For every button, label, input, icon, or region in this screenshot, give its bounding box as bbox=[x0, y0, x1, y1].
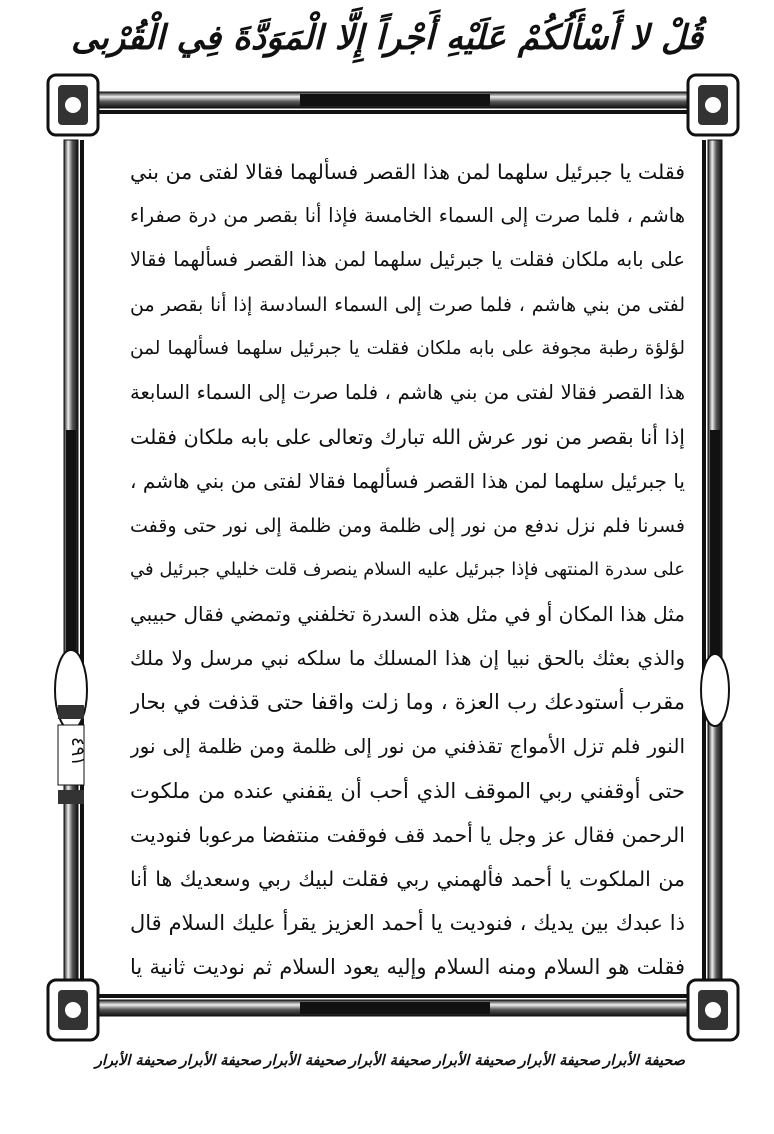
frame-right-bar bbox=[702, 140, 722, 980]
frame-top-bar bbox=[95, 92, 695, 114]
page-number: ٤٩١ bbox=[67, 737, 88, 767]
body-line: هذا القصر فقالا لفتى من بني هاشم ، فلما صرت إلى السماء السابعة bbox=[130, 380, 685, 404]
body-line: مثل هذا المكان أو في مثل هذه السدرة تخلفني وتمضي فقال حبيبي bbox=[130, 601, 685, 626]
footer-book-title: صحيفة الأبرار bbox=[95, 1052, 177, 1069]
frame-corner-bottom-right bbox=[688, 980, 738, 1040]
page-header-title: قُلْ لا أَسْأَلُكُمْ عَلَيْهِ أَجْراً إِلَّا الْمَوَدَّةَ فِي الْقُرْبى bbox=[71, 18, 703, 58]
frame-bottom-bar bbox=[95, 994, 695, 1016]
footer-book-title: صحيفة الأبرار bbox=[264, 1052, 347, 1069]
body-line: على سدرة المنتهى فإذا جبرئيل عليه السلام ينصرف قلت خليلي جبرئيل في bbox=[130, 558, 685, 580]
body-line: على بابه ملكان فقلت يا جبرئيل سلهما لمن هذا القصر فسألهما فقالا bbox=[130, 248, 685, 272]
frame-corner-bottom-left bbox=[48, 980, 98, 1040]
frame-corner-top-right bbox=[688, 75, 738, 135]
body-line: ذا عبدك بين يديك ، فنوديت يا أحمد العزيز يقرأ عليك السلام قال bbox=[130, 911, 685, 936]
body-line: النور فلم تزل الأمواج تقذفني من نور إلى ظلمة ومن ظلمة إلى نور bbox=[130, 734, 685, 759]
body-line: لفتى من بني هاشم ، فلما صرت إلى السماء السادسة إذا أنا بقصر من bbox=[130, 293, 685, 316]
frame-page-number-ornament bbox=[55, 650, 87, 804]
body-line: لؤلؤة رطبة مجوفة على بابه ملكان فقلت يا جبرئيل سلهما فسألهما لمن bbox=[130, 337, 685, 359]
frame-corner-top-left bbox=[48, 75, 98, 135]
body-line: هاشم ، فلما صرت إلى السماء الخامسة فإذا أنا بقصر من درة صفراء bbox=[130, 204, 685, 228]
body-line: حتى أوقفني ربي الموقف الذي أحب أن يقفني عنده من ملكوت bbox=[130, 778, 685, 803]
body-line: فقلت هو السلام ومنه السلام وإليه يعود السلام ثم نوديت ثانية يا bbox=[130, 955, 685, 980]
body-line: إذا أنا بقصر من نور عرش الله تبارك وتعالى على بابه ملكان فقلت bbox=[130, 425, 685, 450]
footer-calligraphy-row bbox=[95, 1052, 685, 1102]
body-line: يا جبرئيل سلهما لمن هذا القصر فسألهما فقالا لفتى من بني هاشم ، bbox=[130, 469, 685, 494]
body-line: من الملكوت يا أحمد فألهمني ربي فقلت لبيك ربي وسعديك ها أنا bbox=[130, 867, 685, 891]
body-line: فسرنا فلم نزل ندفع من نور إلى ظلمة ومن ظلمة إلى نور حتى وقفت bbox=[130, 514, 685, 537]
frame-right-middle-ornament bbox=[701, 654, 729, 726]
page-body-text bbox=[130, 150, 685, 990]
body-line: فقلت يا جبرئيل سلهما لمن هذا القصر فسألهما فقالا لفتى من بني bbox=[130, 160, 685, 184]
body-line: الرحمن فقال عز وجل يا أحمد قف فوقفت منتفضا مرعوبا فنوديت bbox=[130, 822, 685, 847]
footer-book-title: صحيفة الأبرار bbox=[179, 1052, 262, 1069]
footer-book-title: صحيفة الأبرار bbox=[433, 1052, 516, 1069]
footer-book-title: صحيفة الأبرار bbox=[603, 1052, 685, 1069]
body-line: والذي بعثك بالحق نبيا إن هذا المسلك ما سلكه نبي مرسل ولا ملك bbox=[130, 646, 685, 671]
footer-book-title: صحيفة الأبرار bbox=[518, 1052, 601, 1069]
frame-left-bar bbox=[64, 140, 84, 980]
body-line: مقرب أستودعك رب العزة ، وما زلت واقفا حتى قذفت في بحار bbox=[130, 690, 685, 715]
footer-book-title: صحيفة الأبرار bbox=[349, 1052, 431, 1069]
